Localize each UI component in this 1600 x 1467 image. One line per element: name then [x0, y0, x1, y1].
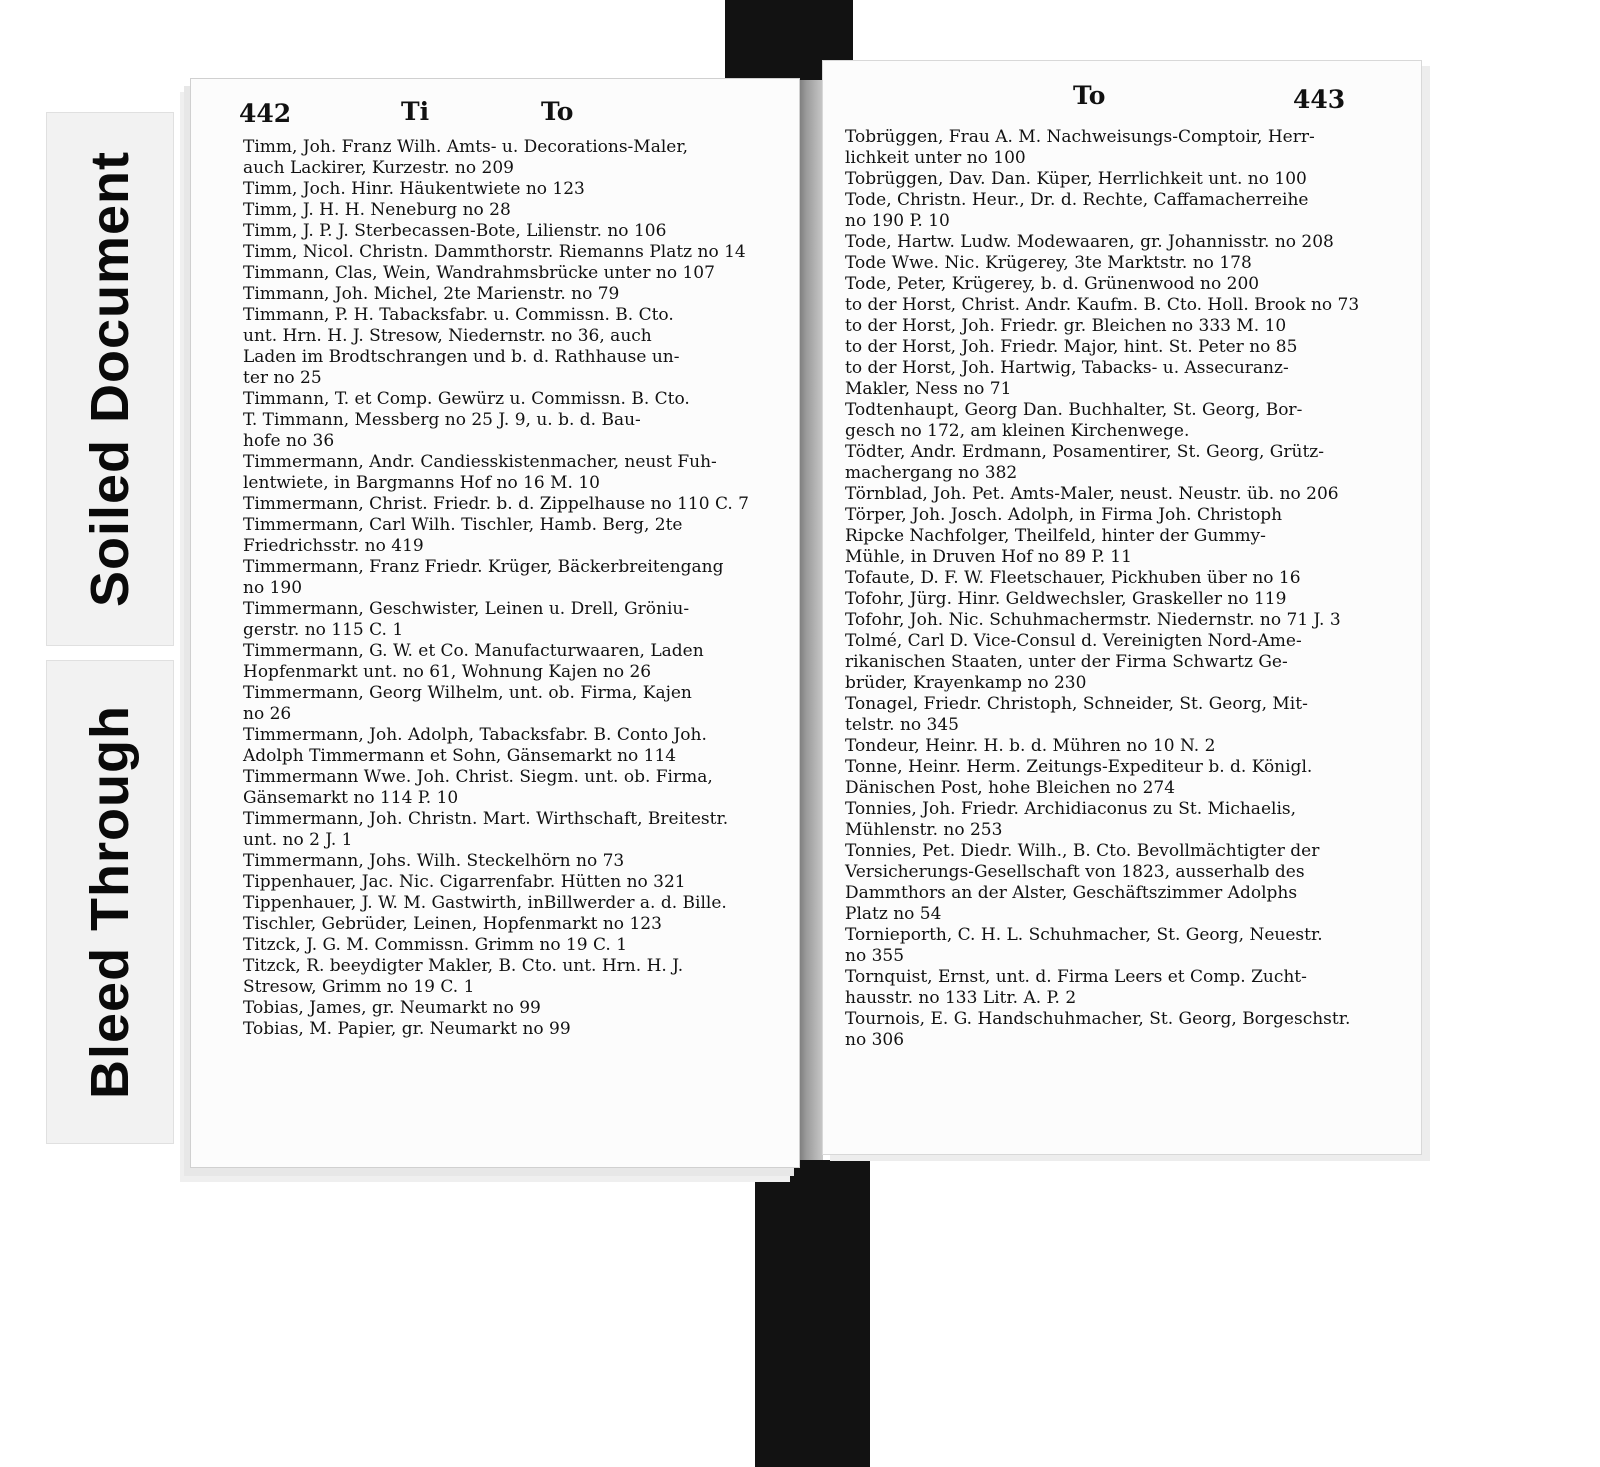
page-number-right: 443	[1293, 85, 1346, 114]
entry-continuation-line: unt. Hrn. H. J. Stresow, Niedernstr. no 36, auch	[243, 326, 652, 346]
entry-line: Timmermann, Joh. Christn. Mart. Wirthschaft, Breitestr.	[243, 809, 729, 829]
entry-continuation-line: no 190 P. 10	[845, 211, 950, 231]
entry-line: Timm, Joh. Franz Wilh. Amts- u. Decorations-Maler,	[243, 137, 688, 157]
directory-entry	[845, 190, 1405, 232]
directory-entry	[845, 358, 1405, 400]
directory-entry	[845, 337, 1405, 358]
entry-line: Timmann, Clas, Wein, Wandrahmsbrücke unter no 107	[243, 263, 715, 283]
entry-line: Tolmé, Carl D. Vice-Consul d. Vereinigten Nord-Ame-	[845, 631, 1302, 651]
entry-line: Timmermann Wwe. Joh. Christ. Siegm. unt. ob. Firma,	[243, 767, 713, 787]
entry-line: Tobrüggen, Frau A. M. Nachweisungs-Comptoir, Herr-	[845, 127, 1315, 147]
directory-entry	[243, 935, 763, 956]
entry-continuation-line: lentwiete, in Bargmanns Hof no 16 M. 10	[243, 473, 600, 493]
directory-entry	[243, 263, 763, 284]
soiled-document-label	[46, 112, 174, 646]
entry-line: to der Horst, Joh. Friedr. gr. Bleichen no 333 M. 10	[845, 316, 1287, 336]
directory-entry	[845, 967, 1405, 1009]
entry-continuation-line: no 190	[243, 578, 303, 598]
entry-line: Timmermann, Joh. Adolph, Tabacksfabr. B. Conto Joh.	[243, 725, 707, 745]
entry-continuation-line: hofe no 36	[243, 431, 335, 451]
entry-line: Titzck, R. beeydigter Makler, B. Cto. unt. Hrn. H. J.	[243, 956, 684, 976]
entry-continuation-line: machergang no 382	[845, 463, 1018, 483]
directory-entry	[845, 610, 1405, 631]
directory-column-right	[845, 127, 1405, 1051]
entry-line: Timmann, T. et Comp. Gewürz u. Commissn. B. Cto.	[243, 389, 690, 409]
directory-entry	[845, 442, 1405, 484]
directory-entry	[243, 956, 763, 998]
entry-line: Tödter, Andr. Erdmann, Posamentirer, St. Georg, Grütz-	[845, 442, 1324, 462]
entry-line: Todtenhaupt, Georg Dan. Buchhalter, St. Georg, Bor-	[845, 400, 1303, 420]
entry-line: Timmermann, Andr. Candiesskistenmacher, neust Fuh-	[243, 452, 717, 472]
entry-line: Tonne, Heinr. Herm. Zeitungs-Expediteur b. d. Königl.	[845, 757, 1313, 777]
entry-line: to der Horst, Joh. Hartwig, Tabacks- u. Assecuranz-	[845, 358, 1289, 378]
entry-line: Timm, Nicol. Christn. Dammthorstr. Riemanns Platz no 14	[243, 242, 746, 262]
directory-entry	[845, 694, 1405, 736]
directory-entry	[243, 914, 763, 935]
directory-entry	[243, 557, 763, 599]
entry-continuation-line: hausstr. no 133 Litr. A. P. 2	[845, 988, 1077, 1008]
entry-line: Tournois, E. G. Handschuhmacher, St. Georg, Borgeschstr.	[845, 1009, 1351, 1029]
directory-entry	[845, 274, 1405, 295]
entry-continuation-line: auch Lackirer, Kurzestr. no 209	[243, 158, 514, 178]
entry-continuation-line: no 306	[845, 1030, 905, 1050]
entry-line: Timmermann, G. W. et Co. Manufacturwaaren, Laden	[243, 641, 704, 661]
directory-entry	[845, 316, 1405, 337]
running-head-to: To	[541, 97, 574, 126]
entry-line: Tode Wwe. Nic. Krügerey, 3te Marktstr. no 178	[845, 253, 1252, 273]
left-page	[190, 78, 800, 1168]
soiled-document-text: Soiled Document	[80, 150, 141, 608]
entry-continuation-line: Friedrichsstr. no 419	[243, 536, 424, 556]
entry-line: Tobias, James, gr. Neumarkt no 99	[243, 998, 541, 1018]
entry-line: Tofaute, D. F. W. Fleetschauer, Pickhuben über no 16	[845, 568, 1301, 588]
entry-continuation-line: Ripcke Nachfolger, Theilfeld, hinter der Gummy-	[845, 526, 1266, 546]
entry-continuation-line: Hopfenmarkt unt. no 61, Wohnung Kajen no 26	[243, 662, 652, 682]
directory-entry	[845, 1009, 1405, 1051]
directory-entry	[845, 568, 1405, 589]
entry-line: Tobrüggen, Dav. Dan. Küper, Herrlichkeit unt. no 100	[845, 169, 1307, 189]
entry-line: to der Horst, Christ. Andr. Kaufm. B. Cto. Holl. Brook no 73	[845, 295, 1360, 315]
entry-line: Timmann, P. H. Tabacksfabr. u. Commissn. B. Cto.	[243, 305, 674, 325]
page-number-left: 442	[239, 99, 292, 128]
directory-entry	[243, 683, 763, 725]
running-head-right: To	[1073, 81, 1106, 110]
entry-continuation-line: Mühle, in Druven Hof no 89 P. 11	[845, 547, 1132, 567]
entry-continuation-line: T. Timmann, Messberg no 25 J. 9, u. b. d. Bau-	[243, 410, 641, 430]
directory-entry	[243, 851, 763, 872]
directory-entry	[845, 253, 1405, 274]
entry-line: Tode, Christn. Heur., Dr. d. Rechte, Caffamacherreihe	[845, 190, 1309, 210]
directory-entry	[243, 893, 763, 914]
entry-continuation-line: Platz no 54	[845, 904, 942, 924]
entry-line: Tischler, Gebrüder, Leinen, Hopfenmarkt no 123	[243, 914, 662, 934]
directory-entry	[243, 494, 763, 515]
bleed-through-label	[46, 660, 174, 1144]
directory-entry	[243, 221, 763, 242]
binding-strip-bottom	[755, 1160, 870, 1467]
entry-line: Timm, Joch. Hinr. Häukentwiete no 123	[243, 179, 585, 199]
directory-entry	[243, 725, 763, 767]
directory-entry	[243, 452, 763, 494]
entry-line: Tippenhauer, Jac. Nic. Cigarrenfabr. Hütten no 321	[243, 872, 686, 892]
directory-entry	[845, 295, 1405, 316]
entry-continuation-line: lichkeit unter no 100	[845, 148, 1026, 168]
directory-entry	[243, 998, 763, 1019]
entry-continuation-line: Mühlenstr. no 253	[845, 820, 1003, 840]
entry-line: Törper, Joh. Josch. Adolph, in Firma Joh. Christoph	[845, 505, 1283, 525]
directory-entry	[845, 736, 1405, 757]
entry-continuation-line: Makler, Ness no 71	[845, 379, 1012, 399]
directory-entry	[845, 589, 1405, 610]
entry-line: Tonnies, Pet. Diedr. Wilh., B. Cto. Bevollmächtigter der	[845, 841, 1320, 861]
entry-continuation-line: Dänischen Post, hohe Bleichen no 274	[845, 778, 1176, 798]
entry-line: Timmermann, Georg Wilhelm, unt. ob. Firma, Kajen	[243, 683, 692, 703]
entry-line: Timmermann, Geschwister, Leinen u. Drell, Gröniu-	[243, 599, 690, 619]
directory-entry	[845, 400, 1405, 442]
directory-entry	[845, 232, 1405, 253]
entry-continuation-line: gerstr. no 115 C. 1	[243, 620, 404, 640]
directory-entry	[243, 137, 763, 179]
entry-continuation-line: Stresow, Grimm no 19 C. 1	[243, 977, 475, 997]
entry-line: Timmermann, Christ. Friedr. b. d. Zippelhause no 110 C. 7	[243, 494, 749, 514]
directory-entry	[243, 872, 763, 893]
directory-entry	[243, 389, 763, 452]
entry-line: Tonagel, Friedr. Christoph, Schneider, St. Georg, Mit-	[845, 694, 1308, 714]
entry-line: Tornquist, Ernst, unt. d. Firma Leers et Comp. Zucht-	[845, 967, 1307, 987]
entry-continuation-line: telstr. no 345	[845, 715, 959, 735]
entry-continuation-line: no 355	[845, 946, 905, 966]
directory-entry	[845, 169, 1405, 190]
directory-entry	[243, 242, 763, 263]
directory-column-left	[243, 137, 763, 1040]
entry-line: Timmermann, Franz Friedr. Krüger, Bäckerbreitengang	[243, 557, 724, 577]
entry-line: Tonnies, Joh. Friedr. Archidiaconus zu St. Michaelis,	[845, 799, 1297, 819]
entry-continuation-line: no 26	[243, 704, 292, 724]
entry-line: Timmann, Joh. Michel, 2te Marienstr. no 79	[243, 284, 620, 304]
entry-continuation-line: Laden im Brodtschrangen und b. d. Rathhause un-	[243, 347, 680, 367]
entry-continuation-line: brüder, Krayenkamp no 230	[845, 673, 1087, 693]
directory-entry	[845, 925, 1405, 967]
entry-continuation-line: Dammthors an der Alster, Geschäftszimmer Adolphs	[845, 883, 1298, 903]
directory-entry	[243, 641, 763, 683]
bleed-through-text: Bleed Through	[80, 705, 141, 1099]
running-head-ti: Ti	[401, 97, 430, 126]
directory-entry	[243, 305, 763, 389]
directory-entry	[243, 179, 763, 200]
directory-entry	[243, 809, 763, 851]
entry-line: Timm, J. P. J. Sterbecassen-Bote, Lilienstr. no 106	[243, 221, 667, 241]
directory-entry	[243, 200, 763, 221]
entry-line: Titzck, J. G. M. Commissn. Grimm no 19 C. 1	[243, 935, 628, 955]
right-page	[822, 60, 1422, 1155]
directory-entry	[243, 515, 763, 557]
entry-continuation-line: Versicherungs-Gesellschaft von 1823, ausserhalb des	[845, 862, 1305, 882]
directory-entry	[243, 767, 763, 809]
entry-continuation-line: Adolph Timmermann et Sohn, Gänsemarkt no 114	[243, 746, 677, 766]
directory-entry	[845, 799, 1405, 841]
directory-entry	[243, 1019, 763, 1040]
entry-line: Tobias, M. Papier, gr. Neumarkt no 99	[243, 1019, 571, 1039]
entry-line: Timmermann, Carl Wilh. Tischler, Hamb. Berg, 2te	[243, 515, 683, 535]
entry-line: Tornieporth, C. H. L. Schuhmacher, St. Georg, Neuestr.	[845, 925, 1323, 945]
directory-entry	[845, 631, 1405, 694]
entry-line: Tofohr, Jürg. Hinr. Geldwechsler, Graskeller no 119	[845, 589, 1287, 609]
entry-line: Tofohr, Joh. Nic. Schuhmachermstr. Niedernstr. no 71 J. 3	[845, 610, 1341, 630]
directory-entry	[845, 127, 1405, 169]
entry-line: Tode, Hartw. Ludw. Modewaaren, gr. Johannisstr. no 208	[845, 232, 1334, 252]
entry-line: Tondeur, Heinr. H. b. d. Mühren no 10 N. 2	[845, 736, 1216, 756]
entry-continuation-line: gesch no 172, am kleinen Kirchenwege.	[845, 421, 1190, 441]
entry-line: Timmermann, Johs. Wilh. Steckelhörn no 73	[243, 851, 625, 871]
entry-line: Tippenhauer, J. W. M. Gastwirth, inBillwerder a. d. Bille.	[243, 893, 727, 913]
entry-continuation-line: rikanischen Staaten, unter der Firma Schwartz Ge-	[845, 652, 1288, 672]
entry-line: to der Horst, Joh. Friedr. Major, hint. St. Peter no 85	[845, 337, 1298, 357]
directory-entry	[845, 841, 1405, 925]
directory-entry	[243, 284, 763, 305]
directory-entry	[845, 484, 1405, 505]
entry-line: Tode, Peter, Krügerey, b. d. Grünenwood no 200	[845, 274, 1260, 294]
directory-entry	[845, 505, 1405, 568]
directory-entry	[243, 599, 763, 641]
directory-entry	[845, 757, 1405, 799]
entry-continuation-line: Gänsemarkt no 114 P. 10	[243, 788, 459, 808]
entry-continuation-line: unt. no 2 J. 1	[243, 830, 353, 850]
entry-line: Timm, J. H. H. Neneburg no 28	[243, 200, 511, 220]
entry-continuation-line: ter no 25	[243, 368, 322, 388]
entry-line: Törnblad, Joh. Pet. Amts-Maler, neust. Neustr. üb. no 206	[845, 484, 1339, 504]
